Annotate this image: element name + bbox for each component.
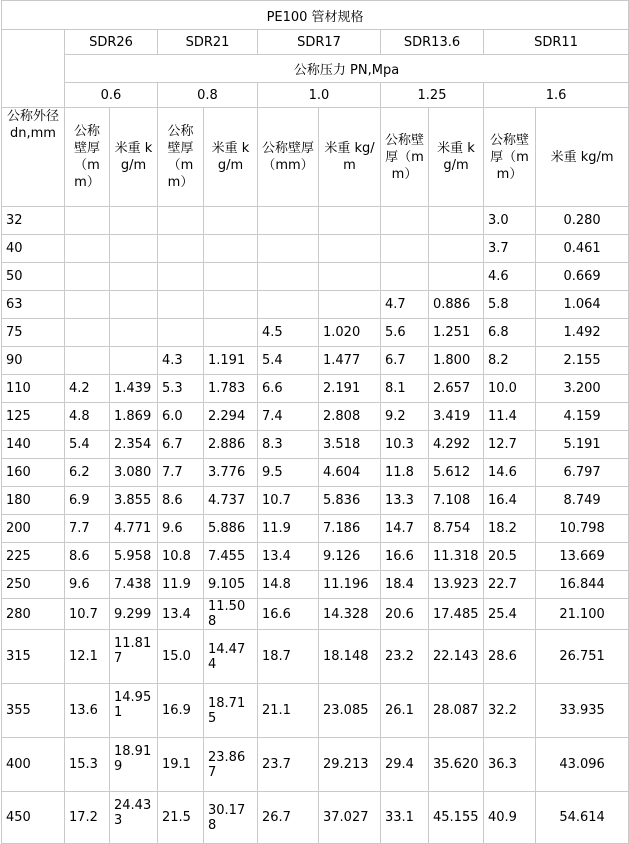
weight-cell: 5.191 xyxy=(536,431,629,459)
table-row xyxy=(2,684,629,738)
weight-cell xyxy=(319,235,381,263)
outer-diameter-cell: 450 xyxy=(2,792,65,844)
outer-diameter-cell: 75 xyxy=(2,319,65,347)
table-title: PE100 管材规格 xyxy=(2,1,629,30)
thickness-cell: 12.7 xyxy=(484,431,536,459)
outer-diameter-cell: 40 xyxy=(2,235,65,263)
thickness-cell: 40.9 xyxy=(484,792,536,844)
weight-cell: 11.817 xyxy=(110,630,158,684)
weight-cell: 2.155 xyxy=(536,347,629,375)
weight-cell: 0.280 xyxy=(536,207,629,235)
thickness-cell: 6.9 xyxy=(65,487,110,515)
weight-cell: 30.178 xyxy=(204,792,258,844)
weight-cell xyxy=(110,263,158,291)
outer-diameter-label: 公称外径 dn,mm xyxy=(2,108,65,207)
thickness-cell: 11.9 xyxy=(158,571,204,599)
weight-cell: 24.433 xyxy=(110,792,158,844)
weight-cell: 10.798 xyxy=(536,515,629,543)
weight-cell: 3.855 xyxy=(110,487,158,515)
sdr11-weight-header: 米重 kg/m xyxy=(536,108,629,207)
thickness-cell: 29.4 xyxy=(381,738,429,792)
thickness-cell xyxy=(158,235,204,263)
weight-cell: 5.836 xyxy=(319,487,381,515)
weight-cell xyxy=(110,235,158,263)
thickness-cell xyxy=(65,235,110,263)
weight-cell: 0.669 xyxy=(536,263,629,291)
thickness-cell: 20.6 xyxy=(381,599,429,630)
weight-cell: 43.096 xyxy=(536,738,629,792)
thickness-cell xyxy=(65,263,110,291)
thickness-cell: 9.5 xyxy=(258,459,319,487)
thickness-cell: 14.6 xyxy=(484,459,536,487)
thickness-cell: 21.5 xyxy=(158,792,204,844)
table-row xyxy=(2,431,629,459)
thickness-cell: 10.3 xyxy=(381,431,429,459)
table-row xyxy=(2,487,629,515)
thickness-cell xyxy=(381,263,429,291)
weight-cell: 0.886 xyxy=(429,291,484,319)
weight-cell: 2.294 xyxy=(204,403,258,431)
thickness-cell: 16.6 xyxy=(381,543,429,571)
weight-cell: 1.251 xyxy=(429,319,484,347)
weight-cell xyxy=(319,263,381,291)
weight-cell: 7.455 xyxy=(204,543,258,571)
outer-diameter-cell: 63 xyxy=(2,291,65,319)
thickness-cell: 5.4 xyxy=(65,431,110,459)
weight-cell: 17.485 xyxy=(429,599,484,630)
thickness-cell: 20.5 xyxy=(484,543,536,571)
weight-cell: 14.951 xyxy=(110,684,158,738)
table-row xyxy=(2,571,629,599)
weight-cell: 11.508 xyxy=(204,599,258,630)
weight-cell: 18.919 xyxy=(110,738,158,792)
weight-cell xyxy=(319,291,381,319)
weight-cell: 3.419 xyxy=(429,403,484,431)
table-row xyxy=(2,319,629,347)
weight-cell: 9.105 xyxy=(204,571,258,599)
weight-cell: 13.923 xyxy=(429,571,484,599)
sdr17-thickness-header: 公称壁厚 （mm） xyxy=(258,108,319,207)
table-row xyxy=(2,263,629,291)
weight-cell: 5.886 xyxy=(204,515,258,543)
thickness-cell xyxy=(65,291,110,319)
weight-cell: 1.800 xyxy=(429,347,484,375)
outer-diameter-cell: 50 xyxy=(2,263,65,291)
weight-cell xyxy=(204,291,258,319)
thickness-cell xyxy=(258,207,319,235)
thickness-cell: 3.7 xyxy=(484,235,536,263)
sdr26-header: SDR26 xyxy=(65,30,158,55)
thickness-cell: 10.7 xyxy=(65,599,110,630)
weight-cell: 8.754 xyxy=(429,515,484,543)
weight-cell: 16.844 xyxy=(536,571,629,599)
thickness-cell: 8.6 xyxy=(65,543,110,571)
pressure-sdr13-6: 1.25 xyxy=(381,83,484,108)
table-row xyxy=(2,515,629,543)
thickness-cell: 33.1 xyxy=(381,792,429,844)
weight-cell: 2.886 xyxy=(204,431,258,459)
outer-diameter-cell: 250 xyxy=(2,571,65,599)
outer-diameter-cell: 32 xyxy=(2,207,65,235)
thickness-cell: 6.7 xyxy=(381,347,429,375)
thickness-cell xyxy=(158,319,204,347)
weight-cell: 1.439 xyxy=(110,375,158,403)
thickness-cell: 10.8 xyxy=(158,543,204,571)
weight-cell xyxy=(204,319,258,347)
thickness-cell: 7.7 xyxy=(65,515,110,543)
thickness-cell xyxy=(258,263,319,291)
thickness-cell: 6.0 xyxy=(158,403,204,431)
thickness-cell: 25.4 xyxy=(484,599,536,630)
pressure-sdr17: 1.0 xyxy=(258,83,381,108)
weight-cell: 1.020 xyxy=(319,319,381,347)
weight-cell xyxy=(319,207,381,235)
weight-cell: 14.474 xyxy=(204,630,258,684)
outer-diameter-cell: 355 xyxy=(2,684,65,738)
weight-cell: 2.191 xyxy=(319,375,381,403)
thickness-cell: 22.7 xyxy=(484,571,536,599)
pressure-sdr21: 0.8 xyxy=(158,83,258,108)
thickness-cell xyxy=(65,207,110,235)
thickness-cell: 11.9 xyxy=(258,515,319,543)
thickness-cell: 14.7 xyxy=(381,515,429,543)
thickness-cell: 9.6 xyxy=(65,571,110,599)
weight-cell: 9.126 xyxy=(319,543,381,571)
weight-cell: 26.751 xyxy=(536,630,629,684)
weight-cell: 14.328 xyxy=(319,599,381,630)
table-row xyxy=(2,738,629,792)
table-row xyxy=(2,599,629,630)
table-row xyxy=(2,291,629,319)
weight-cell xyxy=(204,235,258,263)
thickness-cell: 8.6 xyxy=(158,487,204,515)
outer-diameter-cell: 140 xyxy=(2,431,65,459)
thickness-cell: 10.0 xyxy=(484,375,536,403)
outer-diameter-cell: 315 xyxy=(2,630,65,684)
thickness-cell xyxy=(258,235,319,263)
thickness-cell: 16.6 xyxy=(258,599,319,630)
thickness-cell: 8.1 xyxy=(381,375,429,403)
thickness-cell: 13.6 xyxy=(65,684,110,738)
weight-cell: 3.080 xyxy=(110,459,158,487)
weight-cell: 33.935 xyxy=(536,684,629,738)
weight-cell: 3.518 xyxy=(319,431,381,459)
thickness-cell: 18.4 xyxy=(381,571,429,599)
outer-diameter-cell: 180 xyxy=(2,487,65,515)
thickness-cell: 14.8 xyxy=(258,571,319,599)
weight-cell xyxy=(110,347,158,375)
thickness-cell: 26.7 xyxy=(258,792,319,844)
sdr11-header: SDR11 xyxy=(484,30,629,55)
thickness-cell: 6.8 xyxy=(484,319,536,347)
weight-cell: 23.867 xyxy=(204,738,258,792)
thickness-cell: 19.1 xyxy=(158,738,204,792)
thickness-cell: 15.0 xyxy=(158,630,204,684)
thickness-cell: 16.9 xyxy=(158,684,204,738)
weight-cell: 1.477 xyxy=(319,347,381,375)
thickness-cell: 23.2 xyxy=(381,630,429,684)
weight-cell xyxy=(110,207,158,235)
weight-cell: 4.771 xyxy=(110,515,158,543)
thickness-cell: 8.2 xyxy=(484,347,536,375)
thickness-cell: 9.6 xyxy=(158,515,204,543)
thickness-cell: 12.1 xyxy=(65,630,110,684)
table-row xyxy=(2,630,629,684)
outer-diameter-cell: 160 xyxy=(2,459,65,487)
weight-cell: 5.958 xyxy=(110,543,158,571)
weight-cell: 4.292 xyxy=(429,431,484,459)
weight-cell: 7.186 xyxy=(319,515,381,543)
sdr21-header: SDR21 xyxy=(158,30,258,55)
outer-diameter-cell: 110 xyxy=(2,375,65,403)
thickness-cell: 5.6 xyxy=(381,319,429,347)
thickness-cell: 6.7 xyxy=(158,431,204,459)
weight-cell xyxy=(204,207,258,235)
outer-diameter-cell: 200 xyxy=(2,515,65,543)
weight-cell: 7.108 xyxy=(429,487,484,515)
weight-cell: 4.737 xyxy=(204,487,258,515)
weight-cell: 28.087 xyxy=(429,684,484,738)
sdr21-weight-header: 米重 kg/m xyxy=(204,108,258,207)
weight-cell: 2.808 xyxy=(319,403,381,431)
table-row xyxy=(2,543,629,571)
thickness-cell: 13.4 xyxy=(158,599,204,630)
weight-cell: 13.669 xyxy=(536,543,629,571)
thickness-cell: 21.1 xyxy=(258,684,319,738)
pe100-spec-table xyxy=(1,0,629,844)
weight-cell xyxy=(429,263,484,291)
weight-cell: 29.213 xyxy=(319,738,381,792)
weight-cell: 11.196 xyxy=(319,571,381,599)
weight-cell: 5.612 xyxy=(429,459,484,487)
weight-cell: 18.715 xyxy=(204,684,258,738)
thickness-cell: 26.1 xyxy=(381,684,429,738)
thickness-cell: 4.5 xyxy=(258,319,319,347)
weight-cell: 18.148 xyxy=(319,630,381,684)
weight-cell: 1.064 xyxy=(536,291,629,319)
thickness-cell: 18.7 xyxy=(258,630,319,684)
thickness-cell: 4.7 xyxy=(381,291,429,319)
weight-cell: 4.604 xyxy=(319,459,381,487)
weight-cell: 6.797 xyxy=(536,459,629,487)
thickness-cell: 13.4 xyxy=(258,543,319,571)
weight-cell: 4.159 xyxy=(536,403,629,431)
thickness-cell: 4.6 xyxy=(484,263,536,291)
thickness-cell: 18.2 xyxy=(484,515,536,543)
thickness-cell: 9.2 xyxy=(381,403,429,431)
weight-cell xyxy=(110,291,158,319)
thickness-cell: 11.8 xyxy=(381,459,429,487)
weight-cell: 35.620 xyxy=(429,738,484,792)
pressure-sdr11: 1.6 xyxy=(484,83,629,108)
weight-cell: 45.155 xyxy=(429,792,484,844)
weight-cell: 22.143 xyxy=(429,630,484,684)
thickness-cell: 32.2 xyxy=(484,684,536,738)
weight-cell: 37.027 xyxy=(319,792,381,844)
thickness-cell xyxy=(158,263,204,291)
outer-diameter-cell: 125 xyxy=(2,403,65,431)
weight-cell xyxy=(110,319,158,347)
thickness-cell: 17.2 xyxy=(65,792,110,844)
thickness-cell: 4.2 xyxy=(65,375,110,403)
table-row xyxy=(2,403,629,431)
sdr26-weight-header: 米重 kg/m xyxy=(110,108,158,207)
table-row xyxy=(2,347,629,375)
weight-cell: 3.200 xyxy=(536,375,629,403)
thickness-cell: 15.3 xyxy=(65,738,110,792)
weight-cell: 21.100 xyxy=(536,599,629,630)
thickness-cell: 4.3 xyxy=(158,347,204,375)
weight-cell: 1.869 xyxy=(110,403,158,431)
thickness-cell: 23.7 xyxy=(258,738,319,792)
sdr17-header: SDR17 xyxy=(258,30,381,55)
thickness-cell: 5.8 xyxy=(484,291,536,319)
weight-cell xyxy=(204,263,258,291)
weight-cell: 23.085 xyxy=(319,684,381,738)
thickness-cell xyxy=(381,207,429,235)
thickness-cell xyxy=(158,291,204,319)
thickness-cell: 3.0 xyxy=(484,207,536,235)
thickness-cell: 6.2 xyxy=(65,459,110,487)
sdr13-6-thickness-header: 公称壁厚（mm） xyxy=(381,108,429,207)
sdr11-thickness-header: 公称壁厚（mm） xyxy=(484,108,536,207)
pressure-sdr26: 0.6 xyxy=(65,83,158,108)
outer-diameter-cell: 400 xyxy=(2,738,65,792)
weight-cell: 2.354 xyxy=(110,431,158,459)
thickness-cell: 28.6 xyxy=(484,630,536,684)
thickness-cell xyxy=(381,235,429,263)
outer-diameter-cell: 280 xyxy=(2,599,65,630)
weight-cell: 8.749 xyxy=(536,487,629,515)
outer-diameter-cell: 90 xyxy=(2,347,65,375)
thickness-cell xyxy=(65,319,110,347)
weight-cell: 1.492 xyxy=(536,319,629,347)
thickness-cell xyxy=(65,347,110,375)
weight-cell: 3.776 xyxy=(204,459,258,487)
weight-cell xyxy=(429,235,484,263)
table-row xyxy=(2,207,629,235)
weight-cell: 2.657 xyxy=(429,375,484,403)
weight-cell: 1.783 xyxy=(204,375,258,403)
thickness-cell: 7.4 xyxy=(258,403,319,431)
thickness-cell: 5.4 xyxy=(258,347,319,375)
sdr13-6-header: SDR13.6 xyxy=(381,30,484,55)
table-row xyxy=(2,235,629,263)
thickness-cell: 6.6 xyxy=(258,375,319,403)
thickness-cell: 11.4 xyxy=(484,403,536,431)
outer-diameter-header-top xyxy=(2,30,65,108)
table-row xyxy=(2,459,629,487)
thickness-cell: 10.7 xyxy=(258,487,319,515)
weight-cell: 0.461 xyxy=(536,235,629,263)
thickness-cell: 5.3 xyxy=(158,375,204,403)
thickness-cell xyxy=(258,291,319,319)
weight-cell: 7.438 xyxy=(110,571,158,599)
thickness-cell xyxy=(158,207,204,235)
table-row xyxy=(2,375,629,403)
thickness-cell: 13.3 xyxy=(381,487,429,515)
sdr26-thickness-header: 公称壁厚（mm） xyxy=(65,108,110,207)
sdr13-6-weight-header: 米重 kg/m xyxy=(429,108,484,207)
weight-cell: 54.614 xyxy=(536,792,629,844)
weight-cell: 1.191 xyxy=(204,347,258,375)
thickness-cell: 7.7 xyxy=(158,459,204,487)
weight-cell: 9.299 xyxy=(110,599,158,630)
thickness-cell: 36.3 xyxy=(484,738,536,792)
outer-diameter-cell: 225 xyxy=(2,543,65,571)
table-row xyxy=(2,792,629,844)
thickness-cell: 8.3 xyxy=(258,431,319,459)
weight-cell xyxy=(429,207,484,235)
thickness-cell: 16.4 xyxy=(484,487,536,515)
sdr17-weight-header: 米重 kg/m xyxy=(319,108,381,207)
weight-cell: 11.318 xyxy=(429,543,484,571)
pressure-label: 公称压力 PN,Mpa xyxy=(65,55,629,83)
sdr21-thickness-header: 公称壁厚（mm） xyxy=(158,108,204,207)
thickness-cell: 4.8 xyxy=(65,403,110,431)
